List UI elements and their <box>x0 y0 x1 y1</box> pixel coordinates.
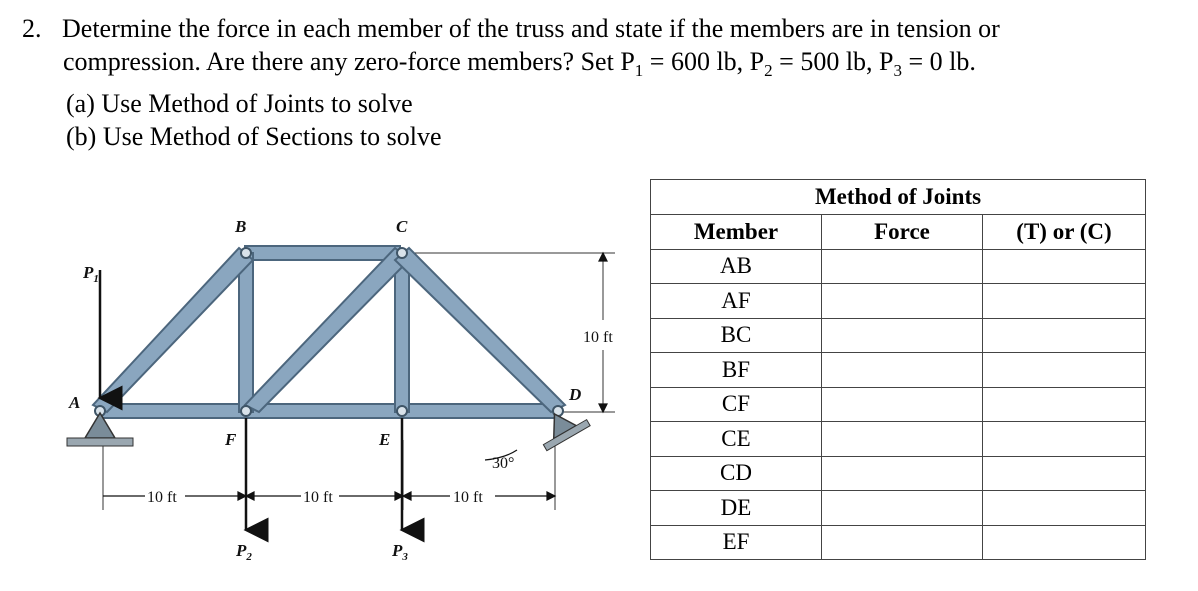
cell-member: AB <box>651 249 822 284</box>
header-tc: (T) or (C) <box>983 215 1146 250</box>
cell-tc[interactable] <box>983 353 1146 388</box>
member-CE <box>395 253 409 412</box>
table-row <box>651 353 1146 388</box>
cell-member: EF <box>651 525 822 560</box>
member-BC <box>245 246 400 260</box>
table-row <box>651 249 1146 284</box>
cell-tc[interactable] <box>983 249 1146 284</box>
cell-tc[interactable] <box>983 387 1146 422</box>
problem-statement <box>22 12 1000 153</box>
cell-force[interactable] <box>822 422 983 457</box>
cell-tc[interactable] <box>983 491 1146 526</box>
sub-2: 2 <box>764 61 773 81</box>
cell-member: CE <box>651 422 822 457</box>
label-P2: $P_2$ <box>236 541 252 563</box>
problem-text-2b: = 600 lb, P <box>643 47 765 76</box>
member-BF <box>239 253 253 412</box>
cell-tc[interactable] <box>983 456 1146 491</box>
table-row <box>651 387 1146 422</box>
part-a: (a) Use Method of Joints to solve <box>66 89 413 119</box>
cell-member: BF <box>651 353 822 388</box>
figure-labels <box>68 217 581 563</box>
table-row <box>651 422 1146 457</box>
cell-force[interactable] <box>822 284 983 319</box>
member-CF <box>245 248 409 412</box>
header-force: Force <box>822 215 983 250</box>
dim-angle: 30° <box>492 455 515 472</box>
label-E: E <box>379 430 391 449</box>
table-row <box>651 456 1146 491</box>
label-B: B <box>235 217 247 236</box>
cell-force[interactable] <box>822 318 983 353</box>
cell-force[interactable] <box>822 456 983 491</box>
cell-force[interactable] <box>822 387 983 422</box>
label-P1: $P_1$ <box>83 263 99 285</box>
label-D: D <box>569 385 582 404</box>
member-AD <box>100 404 560 418</box>
problem-line-1 <box>22 12 1000 45</box>
dim-height: 10 ft <box>583 329 613 346</box>
table-row <box>651 284 1146 319</box>
cell-member: BC <box>651 318 822 353</box>
truss-members <box>93 246 565 418</box>
problem-line-2 <box>22 45 1000 87</box>
table-row <box>651 318 1146 353</box>
truss-figure <box>55 200 635 585</box>
cell-tc[interactable] <box>983 318 1146 353</box>
dim-span-2: 10 ft <box>303 489 333 506</box>
joint-F <box>241 406 251 416</box>
joint-B <box>241 248 251 258</box>
header-member: Member <box>651 215 822 250</box>
part-b: (b) Use Method of Sections to solve <box>66 122 442 152</box>
cell-member: DE <box>651 491 822 526</box>
member-AB <box>93 248 253 412</box>
sub-1: 1 <box>634 61 644 81</box>
problem-text-2d: = 0 lb. <box>902 47 976 76</box>
cell-force[interactable] <box>822 525 983 560</box>
problem-text-2c: = 500 lb, P <box>772 47 894 76</box>
label-F: F <box>225 430 237 449</box>
method-of-joints-table <box>650 179 1146 560</box>
cell-force[interactable] <box>822 491 983 526</box>
sub-3: 3 <box>893 61 903 81</box>
member-CD <box>395 248 565 412</box>
dim-span-1: 10 ft <box>147 489 177 506</box>
table-title: Method of Joints <box>651 180 1146 215</box>
problem-text-1: Determine the force in each member of the truss and state if the members are in tension or <box>62 14 1000 43</box>
cell-member: AF <box>651 284 822 319</box>
problem-number: 2. <box>22 14 42 43</box>
joint-C <box>397 248 407 258</box>
problem-text-2a: compression. Are there any zero-force members? Set P <box>63 47 635 76</box>
dim-span-3: 10 ft <box>453 489 483 506</box>
table-row <box>651 525 1146 560</box>
cell-force[interactable] <box>822 353 983 388</box>
cell-tc[interactable] <box>983 525 1146 560</box>
label-C: C <box>396 217 408 236</box>
table-row <box>651 491 1146 526</box>
cell-force[interactable] <box>822 249 983 284</box>
label-P3: $P_3$ <box>392 541 408 563</box>
cell-tc[interactable] <box>983 284 1146 319</box>
cell-member: CD <box>651 456 822 491</box>
cell-member: CF <box>651 387 822 422</box>
joint-E <box>397 406 407 416</box>
cell-tc[interactable] <box>983 422 1146 457</box>
label-A: A <box>69 393 81 412</box>
